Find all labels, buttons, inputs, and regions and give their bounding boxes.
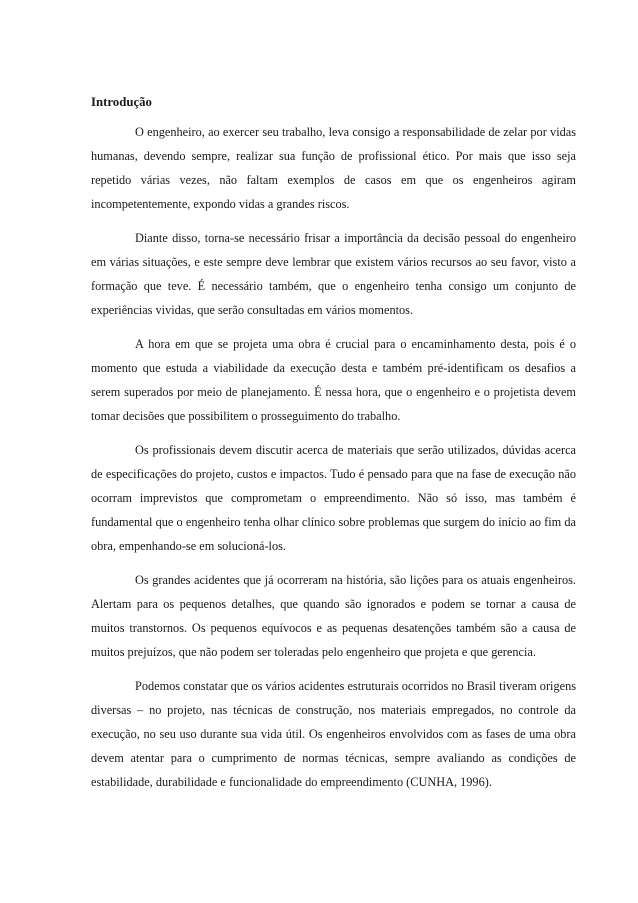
paragraph-1: O engenheiro, ao exercer seu trabalho, leva consigo a responsabilidade de zelar por vidas humanas, devendo sempre, realizar sua função de profissional ético. Por mais que isso seja repetido várias vezes, não faltam exemplos de casos em que os engenheiros agiram incompetentemente, expondo vidas a grandes riscos. — [91, 125, 576, 211]
paragraph-6: Podemos constatar que os vários acidentes estruturais ocorridos no Brasil tiveram origens diversas – no projeto, nas técnicas de construção, nos materiais empregados, no controle da execução, no seu uso durante sua vida útil. Os engenheiros envolvidos com as fases de uma obra devem atentar para o cumprimento de normas técnicas, sempre avaliando as condições de estabilidade, durabilidade e funcionalidade do empreendimento (CUNHA, 1996). — [91, 679, 576, 789]
paragraph-2: Diante disso, torna-se necessário frisar a importância da decisão pessoal do engenheiro em várias situações, e este sempre deve lembrar que existem vários recursos ao seu favor, visto a formação que teve. É necessário também, que o engenheiro tenha consigo um conjunto de experiências vividas, que serão consultadas em vários momentos. — [91, 231, 576, 317]
paragraph-3: A hora em que se projeta uma obra é crucial para o encaminhamento desta, pois é o momento que estuda a viabilidade da execução desta e também pré-identificam os desafios a serem superados por meio de planejamento. É nessa hora, que o engenheiro e o projetista devem tomar decisões que possibilitem o prosseguimento do trabalho. — [91, 337, 576, 423]
paragraph-4: Os profissionais devem discutir acerca de materiais que serão utilizados, dúvidas acerca de especificações do projeto, custos e impactos. Tudo é pensado para que na fase de execução não ocorram imprevistos que comprometam o empreendimento. Não só isso, mas também é fundamental que o engenheiro tenha olhar clínico sobre problemas que surgem do início ao fim da obra, empenhando-se em solucioná-los. — [91, 443, 576, 553]
section-heading: Introdução — [91, 95, 152, 109]
document-body — [91, 93, 576, 804]
paragraph-5: Os grandes acidentes que já ocorreram na história, são lições para os atuais engenheiros. Alertam para os pequenos detalhes, que quando são ignorados e podem se tornar a causa de muitos transtornos. Os pequenos equívocos e as pequenas desatenções também são a causa de muitos prejuízos, que não podem ser toleradas pelo engenheiro que projeta e que gerencia. — [91, 573, 576, 659]
